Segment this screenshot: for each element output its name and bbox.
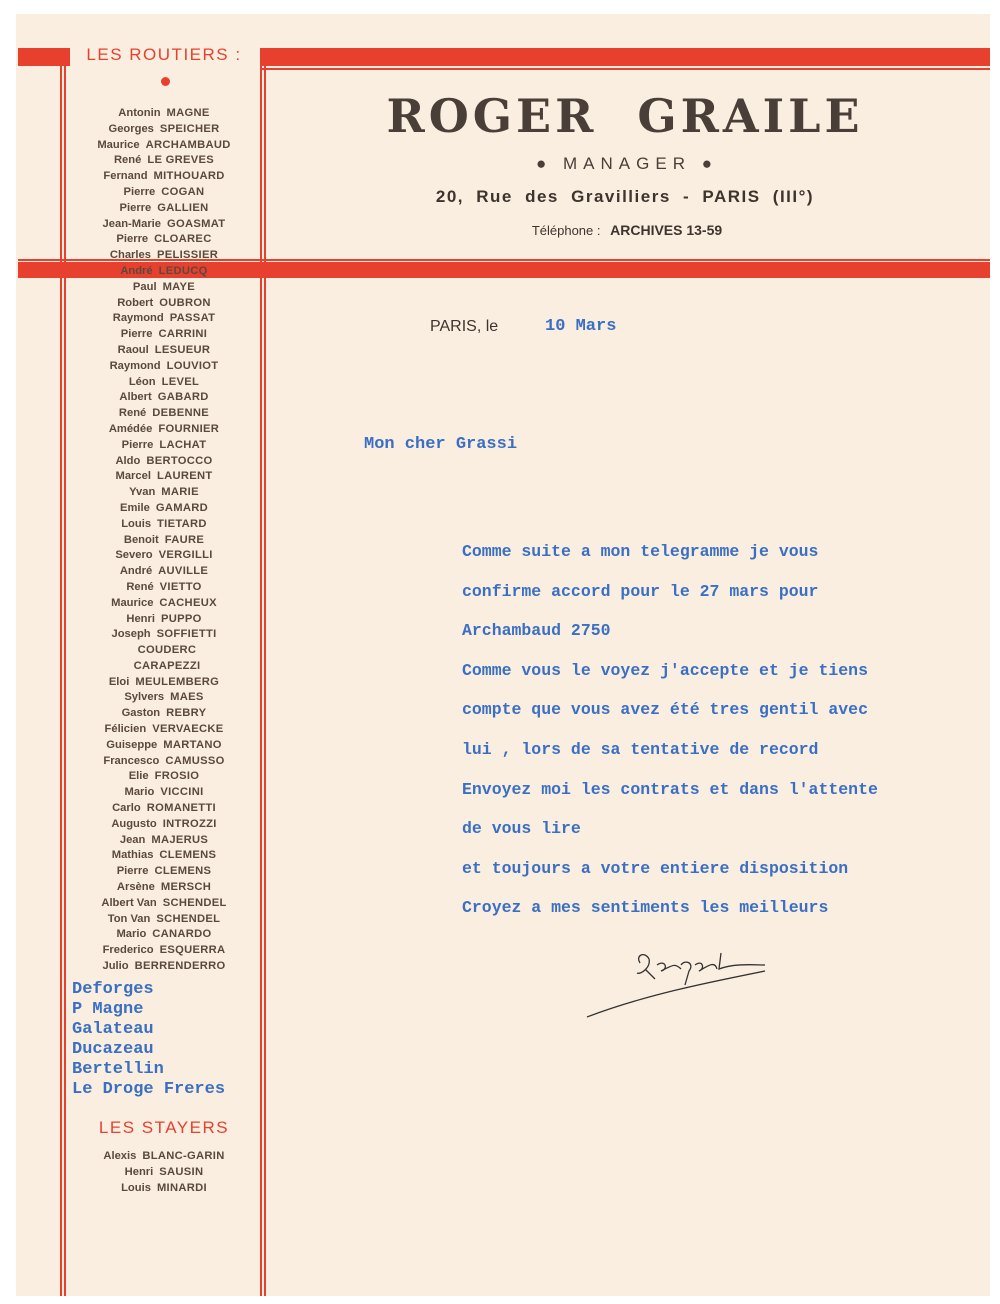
first-name: Pierre [116, 865, 149, 878]
name-entry [66, 406, 262, 422]
first-name: Julio [102, 960, 129, 973]
typed-name: Galateau [72, 1020, 154, 1039]
surname: COGAN [161, 185, 205, 198]
first-name: Antonin [118, 107, 161, 119]
surname: OUBRON [159, 296, 211, 309]
surname: TIETARD [157, 517, 207, 530]
surname: LOUVIOT [166, 359, 219, 372]
surname: BERTOCCO [146, 454, 213, 467]
telephone [362, 222, 892, 238]
first-name: Albert Van [101, 896, 157, 909]
surname: BLANC-GARIN [142, 1150, 225, 1162]
first-name: Jean-Marie [102, 217, 161, 230]
surname: GALLIEN [157, 201, 209, 214]
name-entry [66, 1181, 262, 1197]
surname: LEVEL [161, 375, 200, 388]
first-name: Mario [124, 786, 155, 799]
name-entry [66, 217, 262, 233]
first-name: René [126, 580, 154, 593]
name-entry [66, 564, 262, 580]
first-name: Augusto [111, 817, 157, 830]
top-band [260, 48, 990, 66]
name-entry [66, 848, 262, 864]
name-entry [66, 106, 262, 122]
surname: CARAPEZZI [133, 659, 201, 672]
name-entry [66, 454, 262, 470]
surname: FOURNIER [158, 422, 220, 435]
surname: MITHOUARD [153, 170, 225, 183]
surname: CANARDO [152, 928, 212, 941]
name-entry [66, 343, 262, 359]
greeting: Mon cher Grassi [364, 435, 518, 454]
letter-line: Archambaud 2750 [462, 621, 611, 641]
surname: MARTANO [163, 738, 222, 751]
stayers-title: LES STAYERS [98, 1118, 230, 1137]
first-name: Arsène [116, 881, 155, 894]
surname: MINARDI [156, 1181, 207, 1194]
name-entry [66, 769, 262, 785]
first-name: Charles [109, 249, 151, 262]
first-name: Robert [117, 296, 154, 309]
typed-name: P Magne [72, 1000, 144, 1019]
name-entry [66, 1149, 262, 1165]
name-entry [66, 153, 262, 169]
letter-line: et toujours a votre entiere disposition [462, 858, 849, 878]
name-entry [66, 248, 262, 264]
first-name: Emile [120, 501, 150, 514]
name-entry [66, 1165, 262, 1181]
first-name: René [113, 154, 142, 167]
name-entry [66, 580, 262, 596]
name-entry [66, 185, 262, 201]
name-entry [66, 533, 262, 549]
first-name: Eloi [108, 675, 130, 688]
surname: CLEMENS [154, 865, 212, 878]
first-name: André [120, 264, 153, 277]
name-entry [66, 785, 262, 801]
surname: MAGNE [166, 107, 210, 119]
name-entry [66, 912, 262, 928]
surname: CACHEUX [159, 596, 217, 609]
typed-name: Bertellin [72, 1060, 164, 1079]
name-entry [66, 627, 262, 643]
name-entry [66, 138, 262, 154]
first-name: Marcel [115, 470, 151, 483]
name-entry [66, 833, 262, 849]
date: 10 Mars [545, 317, 617, 336]
name-entry [66, 359, 262, 375]
surname: CAMUSSO [165, 754, 225, 767]
name-entry [66, 817, 262, 833]
first-name: Sylvers [124, 691, 165, 704]
address: 20, Rue des Gravilliers - PARIS (III°) [435, 187, 815, 206]
name-entry [66, 612, 262, 628]
first-name: Georges [108, 122, 154, 135]
name-entry [66, 296, 262, 312]
surname: MAES [170, 691, 204, 704]
name-entry [66, 311, 262, 327]
typed-name: Le Droge Freres [72, 1080, 226, 1099]
letter-line: Comme suite a mon telegramme je vous [462, 542, 819, 561]
first-name: Mario [116, 928, 147, 941]
name-entry [66, 280, 262, 296]
first-name: Raoul [117, 343, 149, 356]
first-name: André [119, 565, 153, 578]
first-name: Maurice [111, 596, 154, 609]
name-entry [66, 801, 262, 817]
name-entry [66, 517, 262, 533]
first-name: Gaston [121, 707, 161, 720]
signature-scribble [585, 935, 775, 1025]
first-name: Pierre [119, 201, 152, 214]
name-entry [66, 706, 262, 722]
surname: SAUSIN [159, 1165, 204, 1178]
name-entry [66, 896, 262, 912]
name-entry [66, 643, 262, 659]
name-entry [66, 501, 262, 517]
first-name: ROGER [386, 89, 598, 143]
first-name: Maurice [97, 138, 140, 151]
surname: SCHENDEL [162, 896, 227, 909]
first-name: Frederico [102, 944, 154, 957]
name-entry [66, 232, 262, 248]
surname: BERRENDERRO [134, 960, 226, 973]
first-name: Raymond [109, 359, 161, 372]
telephone-number: ARCHIVES 13-59 [610, 222, 723, 238]
name-entry [66, 864, 262, 880]
first-name: Carlo [112, 802, 141, 815]
surname: MAYE [162, 280, 196, 293]
first-name: Mathias [111, 849, 154, 862]
first-name: Severo [115, 549, 153, 562]
last-name: GRAILE [637, 89, 864, 143]
letter-line: lui , lors de sa tentative de record [462, 739, 819, 759]
surname: FAURE [164, 533, 205, 546]
letter-line: Croyez a mes sentiments les meilleurs [462, 898, 829, 918]
surname: ROMANETTI [146, 802, 216, 815]
surname: CARRINI [158, 328, 208, 341]
left-rule-1 [60, 48, 62, 1296]
typed-additions [72, 980, 225, 1100]
name-entry [66, 201, 262, 217]
letter-line: confirme accord pour le 27 mars pour [462, 581, 819, 601]
name-entry [66, 548, 262, 564]
name-entry [66, 169, 262, 185]
first-name: Fernand [103, 170, 148, 183]
name-entry [66, 485, 262, 501]
surname: GAMARD [155, 501, 208, 514]
role: ● MANAGER ● [536, 154, 718, 173]
surname: CLOAREC [154, 233, 212, 246]
surname: MEULEMBERG [135, 675, 220, 688]
surname: AUVILLE [158, 565, 209, 578]
first-name: Paul [132, 280, 157, 293]
name-entry [66, 927, 262, 943]
name-entry [66, 690, 262, 706]
top-left-band [18, 48, 70, 66]
first-name: Louis [121, 517, 152, 530]
surname: VIETTO [159, 580, 202, 593]
surname: LACHAT [159, 438, 207, 451]
name-entry [66, 959, 262, 975]
name-entry [66, 659, 262, 675]
surname: ARCHAMBAUD [145, 138, 231, 151]
routiers-title: LES ROUTIERS : [86, 45, 242, 64]
surname: LEDUCQ [158, 264, 208, 277]
surname: SOFFIETTI [156, 628, 217, 641]
first-name: Pierre [116, 233, 149, 246]
first-name: Elie [128, 770, 149, 783]
name-entry [66, 390, 262, 406]
surname: SCHENDEL [156, 912, 221, 925]
surname: SPEICHER [159, 122, 220, 135]
stayers-list [66, 1149, 262, 1196]
dot [161, 77, 170, 86]
first-name: Henri [124, 1165, 154, 1178]
name-entry [66, 596, 262, 612]
surname: PELISSIER [156, 249, 219, 262]
typed-name: Deforges [72, 980, 154, 999]
first-name: Pierre [121, 438, 154, 451]
letter-line: compte que vous avez été tres gentil avec [462, 700, 868, 720]
name-entry [66, 738, 262, 754]
first-name: Pierre [120, 328, 153, 341]
surname: MAJERUS [151, 833, 209, 846]
surname: REBRY [166, 707, 207, 720]
signature [585, 935, 775, 1030]
letter-line: de vous lire [462, 819, 581, 839]
first-name: Raymond [112, 312, 164, 325]
first-name: Joseph [111, 628, 151, 641]
first-name: Amédée [108, 422, 153, 435]
name-entry [66, 943, 262, 959]
name-entry [66, 264, 262, 280]
letter-line: Comme vous le voyez j'accepte et je tiens [462, 660, 868, 680]
first-name: Léon [128, 375, 156, 388]
first-name: Félicien [104, 723, 147, 736]
first-name: Aldo [115, 454, 141, 467]
surname: PUPPO [160, 612, 202, 625]
surname: MERSCH [160, 881, 212, 894]
first-name: Pierre [123, 185, 156, 198]
first-name: Louis [121, 1181, 151, 1194]
name-entry [66, 722, 262, 738]
first-name: Benoit [123, 533, 159, 546]
surname: VICCINI [160, 786, 204, 799]
surname: GOASMAT [167, 217, 226, 230]
first-name: Ton Van [107, 912, 151, 925]
surname: LESUEUR [154, 343, 211, 356]
first-name: René [118, 407, 147, 420]
first-name: Albert [119, 391, 152, 404]
first-name: Alexis [103, 1150, 137, 1162]
first-name: Francesco [103, 754, 160, 767]
first-name: Yvan [129, 486, 156, 499]
surname: DEBENNE [152, 407, 210, 420]
letter-line: Envoyez moi les contrats et dans l'attente [462, 779, 878, 799]
role-text: MANAGER [563, 154, 691, 173]
name-entry [66, 469, 262, 485]
name-entry [66, 422, 262, 438]
name-entry [66, 327, 262, 343]
typed-name: Ducazeau [72, 1040, 154, 1059]
routiers-list [66, 106, 262, 975]
surname: COUDERC [137, 644, 197, 657]
surname: GABARD [157, 391, 209, 404]
surname: CLEMENS [159, 849, 217, 862]
name-entry [66, 122, 262, 138]
surname: ESQUERRA [159, 944, 226, 957]
name-entry [66, 375, 262, 391]
right-rule-2 [264, 48, 266, 1296]
first-name: Jean [119, 833, 146, 846]
place: PARIS, le [430, 318, 499, 335]
surname: VERGILLI [158, 549, 213, 562]
letter-body [462, 532, 878, 928]
name-entry [66, 438, 262, 454]
surname: MARIE [161, 486, 199, 499]
surname: INTROZZI [162, 817, 217, 830]
top-band-thin [260, 68, 990, 70]
first-name: Henri [126, 612, 155, 625]
first-name: Guiseppe [106, 738, 158, 751]
name-entry [66, 675, 262, 691]
name-entry [66, 880, 262, 896]
surname: FROSIO [154, 770, 200, 783]
surname: PASSAT [169, 312, 216, 325]
surname: LAURENT [156, 470, 213, 483]
surname: LE GREVES [147, 154, 215, 167]
telephone-label: Téléphone : [531, 223, 601, 238]
name-entry [66, 754, 262, 770]
surname: VERVAECKE [152, 723, 224, 736]
letterhead-name [340, 88, 910, 144]
